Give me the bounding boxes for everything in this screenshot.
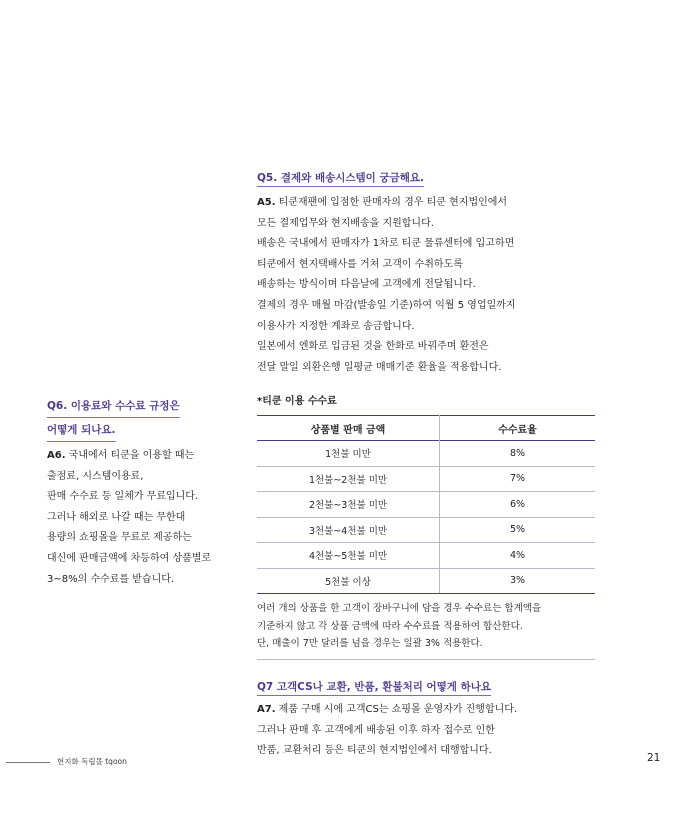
q7-answer-label: A7. xyxy=(257,704,276,715)
q6-line-2: 출점료, 시스템이용료, xyxy=(47,470,144,482)
q6-line-1: A6. 국내에서 티쿤을 이용할 때는 xyxy=(47,450,195,461)
fee-table-note xyxy=(257,600,595,660)
fee-rate-cell: 3% xyxy=(440,568,595,594)
fee-header-rate: 수수료율 xyxy=(498,424,537,436)
q7-line-2: 그러나 판매 후 고객에게 배송된 이후 하자 접수로 인한 xyxy=(257,724,495,736)
page-number: 21 xyxy=(647,752,661,764)
fee-rate-cell: 8% xyxy=(440,441,595,467)
q5-line-5: 배송하는 방식이며 다음날에 고객에게 전달됩니다. xyxy=(257,279,476,291)
table-row xyxy=(257,441,595,467)
q6-title-line2: 어떻게 되나요. xyxy=(47,421,116,442)
fee-amount-cell: 4천불~5천불 미만 xyxy=(257,543,440,569)
fee-rate-cell: 6% xyxy=(440,492,595,518)
table-row xyxy=(257,492,595,518)
fee-amount-cell: 1천불 미만 xyxy=(257,441,440,467)
fee-note-line: 여러 개의 상품을 한 고객이 장바구니에 담을 경우 수수료는 합계액을 xyxy=(257,603,542,614)
q5-section xyxy=(257,166,677,378)
fee-table-section xyxy=(257,392,595,660)
q6-line-4: 그러나 해외로 나갈 때는 무한대 xyxy=(47,511,186,523)
fee-amount-cell: 1천불~2천불 미만 xyxy=(257,466,440,492)
q5-line-1: A5. 티쿤재팬에 입점한 판매자의 경우 티쿤 현지법인에서 xyxy=(257,197,508,208)
q6-answer-label: A6. xyxy=(47,450,66,461)
q6-line-6: 대신에 판매금액에 차등하여 상품별로 xyxy=(47,552,212,564)
q7-section xyxy=(257,675,677,762)
q5-line-9: 전달 말일 외환은행 일평균 매매기준 환율을 적용합니다. xyxy=(257,361,502,373)
fee-note-line: 단, 매출이 7만 달러를 넘을 경우는 일괄 3% 적용한다. xyxy=(257,638,483,649)
q5-answer-label: A5. xyxy=(257,197,276,208)
table-row xyxy=(257,543,595,569)
fee-amount-cell: 2천불~3천불 미만 xyxy=(257,492,440,518)
fee-rate-cell: 4% xyxy=(440,543,595,569)
fee-table-header-row xyxy=(257,416,595,441)
q7-line-1: A7. 제품 구매 시에 고객CS는 쇼핑몰 운영자가 진행합니다. xyxy=(257,704,518,715)
fee-amount-cell: 5천불 이상 xyxy=(257,568,440,594)
q6-line-3: 판매 수수료 등 일체가 무료입니다. xyxy=(47,491,199,503)
fee-amount-cell: 3천불~4천불 미만 xyxy=(257,517,440,543)
table-row xyxy=(257,568,595,594)
fee-rate-cell: 5% xyxy=(440,517,595,543)
fee-rate-cell: 7% xyxy=(440,466,595,492)
footer-rule xyxy=(6,762,50,763)
q5-line-3: 배송은 국내에서 판매자가 1차로 티쿤 물류센터에 입고하면 xyxy=(257,238,515,250)
q6-section xyxy=(47,394,247,590)
q5-line-2: 모든 결제업무와 현지배송을 지원합니다. xyxy=(257,217,434,229)
q7-title: Q7 고객CS나 교환, 반품, 환불처리 어떻게 하나요 xyxy=(257,679,491,696)
q5-line-7: 이용사가 지정한 계좌로 송금합니다. xyxy=(257,320,415,332)
q6-line-5: 용량의 쇼핑몰을 무료로 제공하는 xyxy=(47,532,192,544)
q5-line-8: 일본에서 엔화로 입금된 것을 한화로 바꿔주며 환전은 xyxy=(257,341,489,353)
table-row xyxy=(257,517,595,543)
fee-header-amount: 상품별 판매 금액 xyxy=(257,416,440,441)
q5-line-6: 결제의 경우 매월 마감(발송일 기준)하여 익월 5 영업일까지 xyxy=(257,299,516,311)
fee-note-line: 기준하지 않고 각 상품 금액에 따라 수수료를 적용하여 합산한다. xyxy=(257,620,523,632)
table-row xyxy=(257,466,595,492)
q6-line-7: 3~8%의 수수료를 받습니다. xyxy=(47,573,175,585)
fee-table xyxy=(257,415,595,594)
footer-text: 현지화 독립몰 tqoon xyxy=(57,757,127,766)
q5-title: Q5. 결제와 배송시스템이 궁금해요. xyxy=(257,170,424,187)
q7-line-3: 반품, 교환처리 등은 티쿤의 현지법인에서 대행합니다. xyxy=(257,745,492,757)
q6-title-line1: Q6. 이용료와 수수료 규정은 xyxy=(47,397,180,418)
q5-line-4: 티쿤에서 현지택배사를 거쳐 고객이 수취하도록 xyxy=(257,258,463,270)
fee-table-caption: *티쿤 이용 수수료 xyxy=(257,396,337,407)
